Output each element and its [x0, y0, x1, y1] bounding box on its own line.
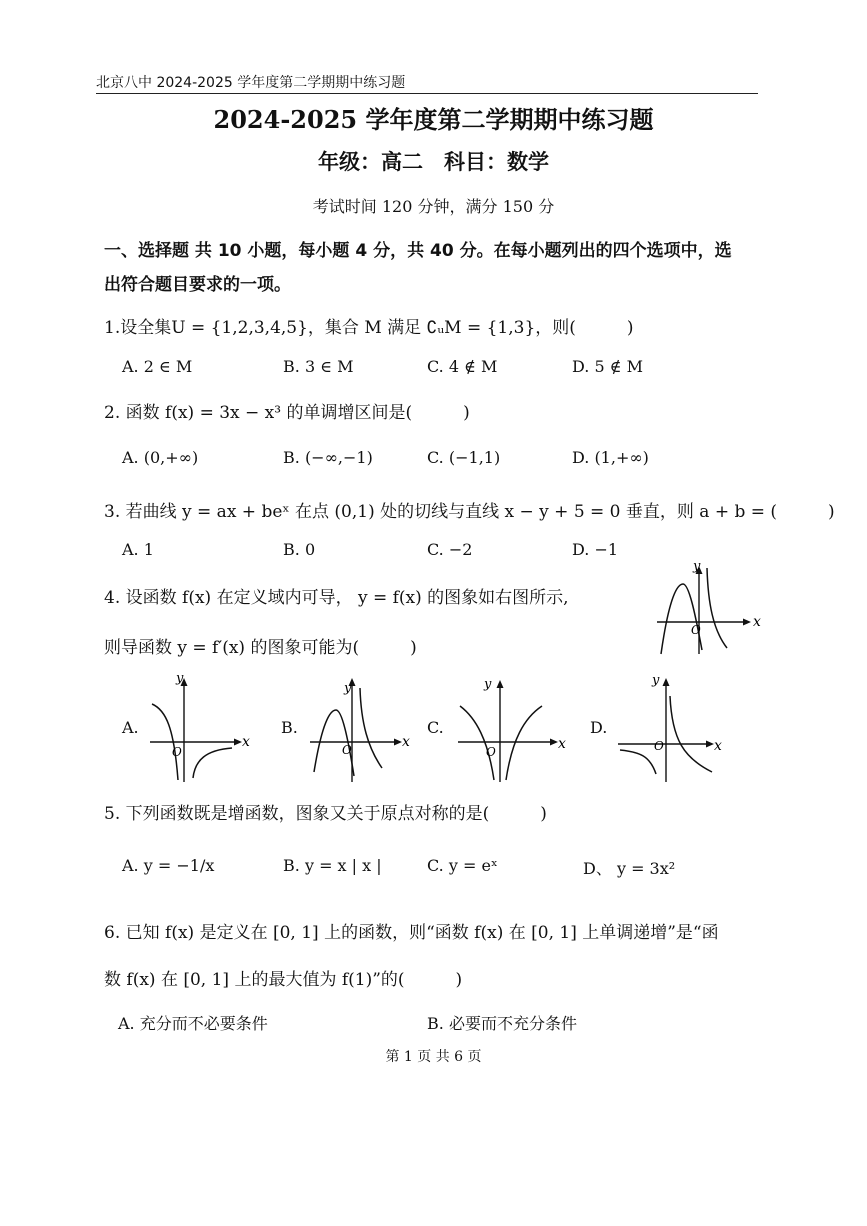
- option-label: D.: [572, 448, 590, 467]
- q3-option-c: [427, 540, 472, 559]
- option-text: 1: [143, 540, 154, 559]
- exam-info: 考试时间 120 分钟，满分 150 分: [312, 197, 555, 216]
- question-1-text: 1.设全集U = {1,2,3,4,5}，集合 M 满足 ∁ᵤM = {1,3}，则( ): [104, 318, 634, 338]
- q2-option-a: [122, 448, 198, 467]
- curve-right: [707, 568, 727, 648]
- option-label: A.: [122, 540, 139, 559]
- curve-left: [661, 584, 702, 654]
- x-axis-arrow: [743, 619, 751, 626]
- origin-label: O: [691, 623, 701, 637]
- option-text: (−1,1): [448, 448, 501, 467]
- option-label: C.: [427, 448, 444, 467]
- x-axis-arrow: [550, 739, 558, 746]
- y-axis-arrow: [663, 678, 670, 686]
- q3-option-b: [283, 540, 315, 559]
- q2-option-c: [427, 448, 500, 467]
- q4-option-a-label: A.: [122, 718, 139, 737]
- q4-reference-graph: [655, 558, 760, 658]
- axis-label-y: y: [176, 671, 184, 686]
- option-label: B.: [283, 448, 300, 467]
- question-6-text-line2: 数 f(x) 在 [0, 1] 上的最大值为 f(1)”的( ): [104, 970, 463, 990]
- q4-option-d-label: D.: [590, 718, 608, 737]
- option-text: −2: [448, 540, 473, 559]
- option-label: C.: [427, 357, 444, 376]
- page-header: 北京八中 2024-2025 学年度第二学期期中练习题: [96, 75, 406, 91]
- axis-label-y: y: [652, 673, 660, 688]
- origin-label: O: [654, 739, 664, 753]
- option-text: 4 ∉ M: [448, 357, 498, 376]
- axis-label-x: x: [558, 736, 566, 752]
- option-label: A.: [122, 856, 139, 875]
- x-axis-arrow: [706, 741, 714, 748]
- q5-option-a: [122, 856, 214, 875]
- option-text: 5 ∉ M: [594, 357, 644, 376]
- q3-option-d: [572, 540, 618, 559]
- option-label: C.: [427, 540, 444, 559]
- question-3-text: 3. 若曲线 y = ax + beˣ 在点 (0,1) 处的切线与直线 x − y + 5 = 0 垂直，则 a + b = ( ): [104, 502, 835, 522]
- q4-option-b-graph: [306, 668, 416, 786]
- q1-option-d: [572, 357, 643, 376]
- q1-option-b: [283, 357, 354, 376]
- q4-option-c-graph: [454, 668, 574, 786]
- curve-left: [620, 750, 656, 774]
- x-axis-arrow: [394, 739, 402, 746]
- question-4-text: 4. 设函数 f(x) 在定义域内可导， y = f(x) 的图象如右图所示,: [104, 588, 569, 608]
- axis-label-y: y: [344, 681, 352, 696]
- question-5-text: 5. 下列函数既是增函数，图象又关于原点对称的是( ): [104, 804, 547, 824]
- axis-label-y: y: [484, 677, 492, 692]
- question-2-text: 2. 函数 f(x) = 3x − x³ 的单调增区间是( ): [104, 403, 470, 423]
- q4-option-b-label: B.: [281, 718, 298, 737]
- header-divider: [96, 93, 758, 94]
- page-title: 2024-2025 学年度第二学期期中练习题: [213, 105, 654, 134]
- q5-option-d: [583, 856, 675, 879]
- option-text: y = −1/x: [143, 856, 215, 875]
- section-heading-line1: 一、选择题 共 10 小题，每小题 4 分，共 40 分。在每小题列出的四个选项中，选: [104, 241, 732, 261]
- question-4-text-line2: 则导函数 y = f′(x) 的图象可能为( ): [104, 638, 417, 658]
- axis-label-x: x: [714, 738, 722, 754]
- q5-option-b: [283, 856, 382, 875]
- question-6-text: 6. 已知 f(x) 是定义在 [0, 1] 上的函数，则“函数 f(x) 在 [0, 1] 上单调递增”是“函: [104, 923, 719, 943]
- origin-label: O: [172, 745, 182, 759]
- q4-option-a-graph: [146, 668, 256, 786]
- option-text: 必要而不充分条件: [448, 1014, 577, 1033]
- option-label: D、: [583, 859, 612, 878]
- curve-right: [506, 706, 542, 780]
- curve-right: [670, 696, 712, 772]
- option-text: y = 3x²: [616, 859, 676, 878]
- curve-left: [460, 706, 494, 780]
- option-label: B.: [283, 540, 300, 559]
- option-text: 2 ∈ M: [143, 357, 193, 376]
- option-text: (0,+∞): [143, 448, 199, 467]
- q3-option-a: [122, 540, 154, 559]
- axis-label-y: y: [693, 559, 701, 574]
- axis-label-x: x: [242, 734, 250, 750]
- curve-right: [360, 688, 382, 768]
- option-label: B.: [283, 357, 300, 376]
- q5-option-c: [427, 856, 498, 875]
- option-label: A.: [122, 357, 139, 376]
- option-text: y = x | x |: [304, 856, 382, 875]
- option-label: A.: [118, 1014, 135, 1033]
- option-text: y = eˣ: [448, 856, 498, 875]
- q4-option-d-graph: [614, 668, 730, 786]
- origin-label: O: [342, 743, 352, 757]
- axis-label-x: x: [402, 734, 410, 750]
- option-label: A.: [122, 448, 139, 467]
- axis-label-x: x: [753, 614, 761, 630]
- section-heading-line2: 出符合题目要求的一项。: [104, 275, 291, 295]
- option-text: 0: [304, 540, 316, 559]
- option-label: D.: [572, 540, 590, 559]
- option-text: −1: [594, 540, 619, 559]
- curve-right: [193, 748, 232, 778]
- page-subtitle: 年级：高二 科目：数学: [318, 149, 549, 174]
- origin-label: O: [486, 745, 496, 759]
- option-label: B.: [427, 1014, 444, 1033]
- option-text: 3 ∈ M: [304, 357, 354, 376]
- option-label: D.: [572, 357, 590, 376]
- option-text: (1,+∞): [594, 448, 649, 467]
- y-axis-arrow: [497, 680, 504, 688]
- x-axis-arrow: [234, 739, 242, 746]
- q6-option-a: [118, 1011, 268, 1034]
- option-label: C.: [427, 856, 444, 875]
- option-text: 充分而不必要条件: [139, 1014, 268, 1033]
- page-footer: 第 1 页 共 6 页: [385, 1049, 482, 1065]
- q1-option-c: [427, 357, 497, 376]
- q2-option-d: [572, 448, 649, 467]
- q2-option-b: [283, 448, 373, 467]
- option-label: B.: [283, 856, 300, 875]
- option-text: (−∞,−1): [304, 448, 373, 467]
- q4-option-c-label: C.: [427, 718, 444, 737]
- q6-option-b: [427, 1011, 577, 1034]
- q1-option-a: [122, 357, 192, 376]
